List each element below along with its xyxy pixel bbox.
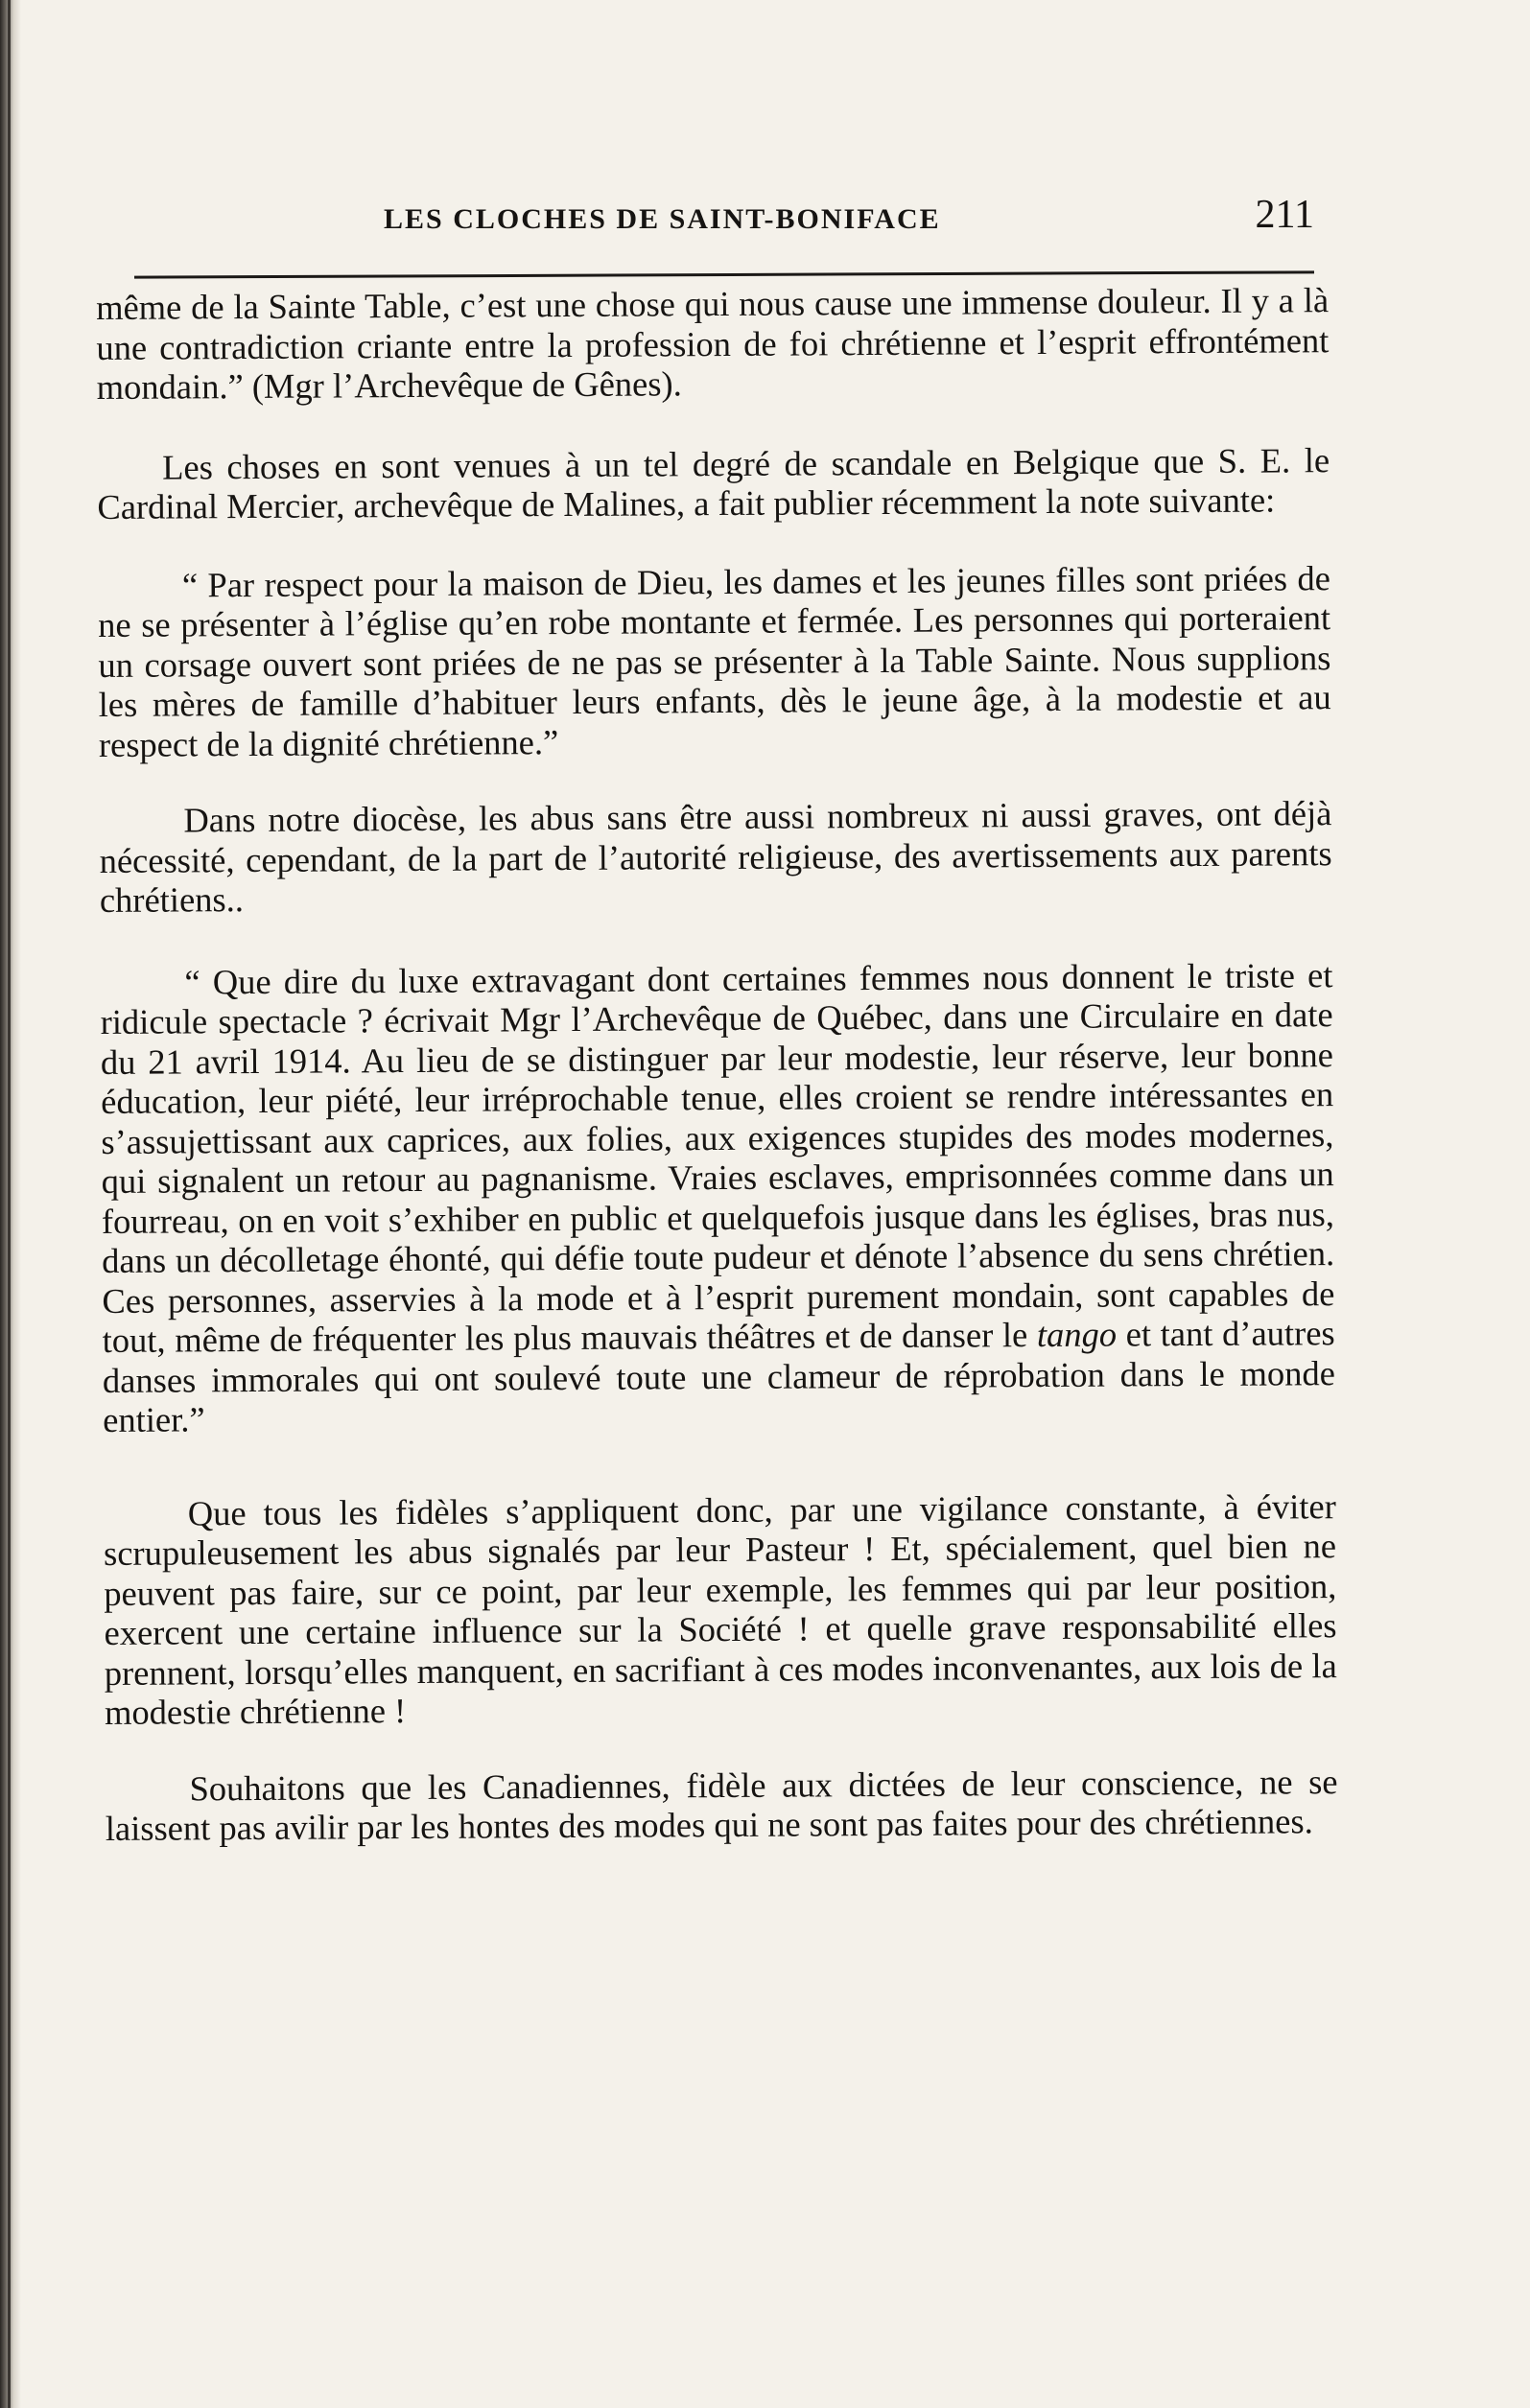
- paragraph-3-quote: “ Par respect pour la maison de Dieu, les dames et les jeunes filles sont priées de ne se présenter à l’église qu’en robe montante et fermée. Les personnes qui porteraient un corsage ouvert sont priées de ne pas se présenter à la Table Sainte. Nous supplions les mères de famille d’habituer leurs enfants, dès le jeune âge, à la modestie et au respect de la dignité chrétienne.”: [98, 557, 1331, 764]
- page-header: [384, 192, 1324, 249]
- paragraph-1: même de la Sainte Table, c’est une chose qui nous cause une immense douleur. Il y a là une contradiction criante entre la profession de foi chrétienne et l’esprit effrontément mondain.” (Mgr l’Archevêque de Gênes).: [96, 280, 1330, 407]
- running-title: LES CLOCHES DE SAINT-BONIFACE: [384, 203, 941, 235]
- body-text: [96, 280, 1338, 1848]
- scan-binding-line: [8, 0, 11, 2408]
- paragraph-4: Dans notre diocèse, les abus sans être aussi nombreux ni aussi graves, ont déjà nécessité, cependant, de la part de l’autorité religieuse, des avertissements aux parents chrétiens..: [99, 793, 1332, 920]
- paragraph-7: Souhaitons que les Canadiennes, fidèle aux dictées de leur conscience, ne se laissent pas avilir par les hontes des modes qui ne sont pas faites pour des chrétiennes.: [105, 1761, 1338, 1848]
- paragraph-6: Que tous les fidèles s’appliquent donc, par une vigilance constante, à éviter scrupuleusement les abus signalés par leur Pasteur ! Et, spécialement, quel bien ne peuvent pas faire, sur ce point, par leur exemple, les femmes qui par leur position, exercent une certaine influence sur la Société ! et quelle grave responsabilité elles prennent, lorsqu’elles manquent, en sacrifiant à ces modes inconvenantes, aux lois de la modestie chrétienne !: [103, 1485, 1337, 1732]
- scan-page-edge: [0, 0, 21, 2408]
- italic-word: tango: [1036, 1314, 1118, 1355]
- page-number: 211: [1255, 193, 1314, 237]
- header-rule: [134, 270, 1314, 278]
- paragraph-5-quote: “ Que dire du luxe extravagant dont certaines femmes nous donnent le triste et ridicule spectacle ? écrivait Mgr l’Archevêque de Québec, dans une Circulaire en date du 21 avril 1914. Au lieu de se distinguer par leur modestie, leur réserve, leur bonne éducation, leur piété, leur irréprochable tenue, elles croient se rendre intéressantes en s’assujettissant aux caprices, aux folies, aux exigences stupides des modes modernes, qui signalent un retour au pagnanisme. Vraies esclaves, emprisonnées comme dans un fourreau, on en voit s’exhiber en public et quelquefois jusque dans les églises, bras nus, dans un décolletage éhonté, qui défie toute pudeur et dénote l’absence du sens chrétien. Ces personnes, asservies à la mode et à l’esprit purement mondain, sont capables de tout, même de fréquenter les plus mauvais théâtres et de danser le tango et tant d’autres danses immorales qui ont soulevé toute une clameur de réprobation dans le monde entier.”: [100, 954, 1336, 1439]
- paragraph-2: Les choses en sont venues à un tel degré de scandale en Belgique que S. E. le Cardinal Mercier, archevêque de Malines, a fait publier récemment la note suivante:: [97, 439, 1330, 526]
